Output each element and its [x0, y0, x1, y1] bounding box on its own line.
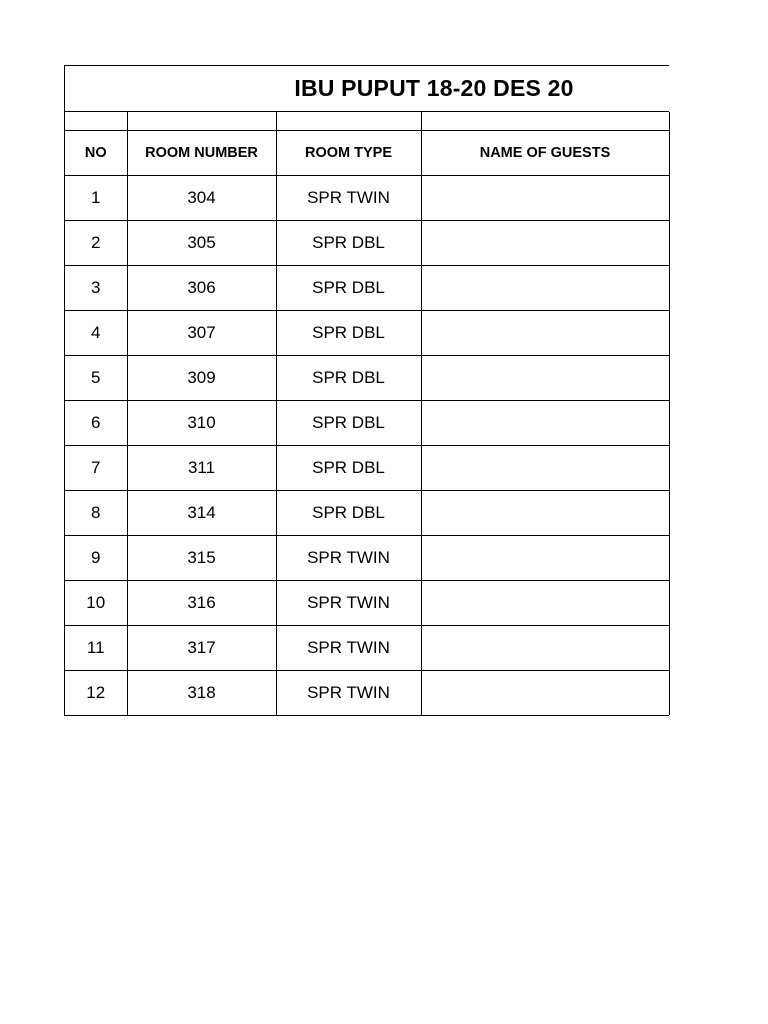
- cell-guest-name[interactable]: [421, 491, 669, 536]
- cell-room-type: SPR DBL: [276, 446, 421, 491]
- cell-no: 1: [65, 176, 127, 221]
- cell-room-number: 309: [127, 356, 276, 401]
- cell-no: 8: [65, 491, 127, 536]
- cell-no: 9: [65, 536, 127, 581]
- cell-room-type: SPR TWIN: [276, 536, 421, 581]
- spacer-row: [65, 112, 669, 131]
- title-row: [65, 66, 669, 112]
- cell-room-number: 316: [127, 581, 276, 626]
- table-row: [65, 581, 669, 626]
- cell-room-number: 307: [127, 311, 276, 356]
- cell-room-type: SPR TWIN: [276, 671, 421, 716]
- cell-guest-name[interactable]: [421, 356, 669, 401]
- cell-room-type: SPR DBL: [276, 221, 421, 266]
- cell-no: 2: [65, 221, 127, 266]
- cell-no: 10: [65, 581, 127, 626]
- spacer-cell: [421, 112, 669, 131]
- cell-guest-name[interactable]: [421, 536, 669, 581]
- table-row: [65, 626, 669, 671]
- spacer-cell: [127, 112, 276, 131]
- header-row: [65, 131, 669, 176]
- table-row: [65, 221, 669, 266]
- table-row: [65, 266, 669, 311]
- cell-room-type: SPR TWIN: [276, 626, 421, 671]
- table-row: [65, 446, 669, 491]
- cell-guest-name[interactable]: [421, 221, 669, 266]
- header-room-type: ROOM TYPE: [276, 131, 421, 176]
- cell-room-number: 315: [127, 536, 276, 581]
- cell-guest-name[interactable]: [421, 401, 669, 446]
- table-row: [65, 176, 669, 221]
- cell-room-type: SPR DBL: [276, 491, 421, 536]
- cell-guest-name[interactable]: [421, 311, 669, 356]
- spacer-cell: [65, 112, 127, 131]
- cell-room-number: 310: [127, 401, 276, 446]
- sheet-title: IBU PUPUT 18-20 DES 20: [294, 75, 574, 101]
- cell-no: 7: [65, 446, 127, 491]
- cell-guest-name[interactable]: [421, 581, 669, 626]
- room-table: [65, 112, 670, 715]
- cell-no: 11: [65, 626, 127, 671]
- header-no: NO: [65, 131, 127, 176]
- table-row: [65, 491, 669, 536]
- cell-guest-name[interactable]: [421, 626, 669, 671]
- cell-room-type: SPR TWIN: [276, 581, 421, 626]
- cell-no: 6: [65, 401, 127, 446]
- table-row: [65, 311, 669, 356]
- cell-room-number: 305: [127, 221, 276, 266]
- header-name-of-guests: NAME OF GUESTS: [421, 131, 669, 176]
- cell-room-type: SPR TWIN: [276, 176, 421, 221]
- cell-room-number: 306: [127, 266, 276, 311]
- cell-guest-name[interactable]: [421, 446, 669, 491]
- cell-room-number: 314: [127, 491, 276, 536]
- cell-room-type: SPR DBL: [276, 266, 421, 311]
- cell-guest-name[interactable]: [421, 671, 669, 716]
- header-room-number: ROOM NUMBER: [127, 131, 276, 176]
- cell-room-number: 318: [127, 671, 276, 716]
- cell-no: 3: [65, 266, 127, 311]
- table-row: [65, 356, 669, 401]
- cell-no: 5: [65, 356, 127, 401]
- spacer-cell: [276, 112, 421, 131]
- cell-no: 4: [65, 311, 127, 356]
- cell-room-number: 304: [127, 176, 276, 221]
- cell-guest-name[interactable]: [421, 176, 669, 221]
- cell-no: 12: [65, 671, 127, 716]
- cell-room-type: SPR DBL: [276, 311, 421, 356]
- table-row: [65, 671, 669, 716]
- table-row: [65, 401, 669, 446]
- cell-room-type: SPR DBL: [276, 356, 421, 401]
- room-list-sheet: [64, 65, 669, 716]
- cell-room-type: SPR DBL: [276, 401, 421, 446]
- cell-room-number: 317: [127, 626, 276, 671]
- cell-room-number: 311: [127, 446, 276, 491]
- cell-guest-name[interactable]: [421, 266, 669, 311]
- table-row: [65, 536, 669, 581]
